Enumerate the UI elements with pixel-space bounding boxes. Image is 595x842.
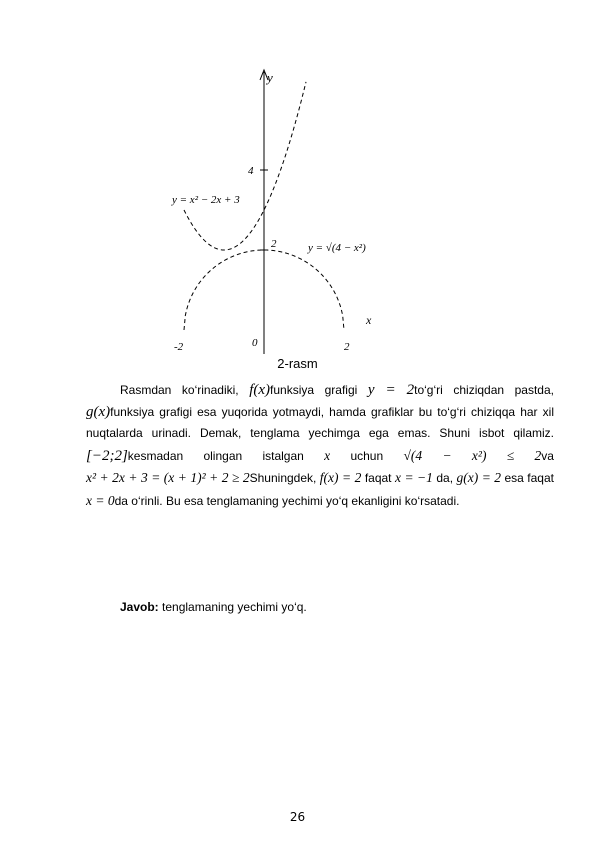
answer-text: tenglamaning yechimi yo‘q.: [158, 600, 307, 614]
text-segment: Rasmdan ko‘rinadiki,: [120, 383, 250, 397]
math-fx: f(x): [249, 382, 271, 398]
parabola-curve: [184, 82, 306, 250]
x-axis-label: x: [366, 313, 372, 327]
math-fx-eq-2: f(x) = 2: [319, 470, 362, 485]
figure-caption: 2-rasm: [277, 356, 318, 371]
text-segment: Shuningdek,: [249, 471, 320, 485]
math-x-eq-minus1: x = −1: [394, 470, 433, 485]
math-x-eq-0: x = 0: [86, 492, 115, 508]
math-gx-eq-2: g(x) = 2: [456, 470, 502, 485]
tick-label-2-x: 2: [344, 341, 350, 353]
tick-label-2-y: 2: [271, 238, 277, 250]
text-segment: uchun: [330, 448, 404, 463]
text-segment: to‘g‘ri chiziqdan pastda,: [414, 383, 554, 397]
text-segment: esa faqat: [501, 471, 554, 485]
math-x: x: [324, 447, 331, 463]
semicircle-label: y = √(4 − x²): [308, 242, 366, 254]
tick-label-4: 4: [248, 165, 254, 177]
text-segment: va: [541, 448, 554, 463]
text-segment: faqat: [361, 471, 395, 485]
math-y-eq-2: y = 2: [367, 382, 415, 398]
text-segment: kesmadan olingan istalgan: [127, 448, 325, 463]
math-sqrt-inequality: √(4 − x²) ≤ 2: [403, 447, 542, 463]
text-segment: da,: [432, 471, 457, 485]
answer-line: [86, 597, 554, 619]
parabola-label: y = x² − 2x + 3: [172, 194, 240, 206]
answer-label: Javob:: [120, 600, 159, 614]
math-quadratic-inequality: x² + 2x + 3 = (x + 1)² + 2 ≥ 2: [86, 470, 250, 485]
tick-label-0: 0: [252, 337, 258, 349]
page-number: 26: [289, 810, 306, 824]
text-segment: funksiya grafigi: [270, 383, 368, 397]
figure-graph: [160, 66, 390, 356]
text-segment: funksiya grafigi esa yuqorida yotmaydi, hamda grafiklar bu to‘g‘ri chiziqqa har xil nuqtalarda urinadi. Demak, tenglama yechimga ega emas. Shuni isbot qilamiz.: [86, 404, 554, 440]
math-gx: g(x): [86, 403, 111, 420]
graph-svg: [160, 66, 390, 356]
body-paragraph: [86, 380, 554, 512]
math-interval: [−2;2]: [86, 447, 128, 464]
y-axis-label: y: [267, 70, 273, 85]
tick-label-neg2: -2: [174, 341, 184, 353]
text-segment: da o‘rinli. Bu esa tenglamaning yechimi yo‘q ekanligini ko‘rsatadi.: [114, 493, 460, 508]
